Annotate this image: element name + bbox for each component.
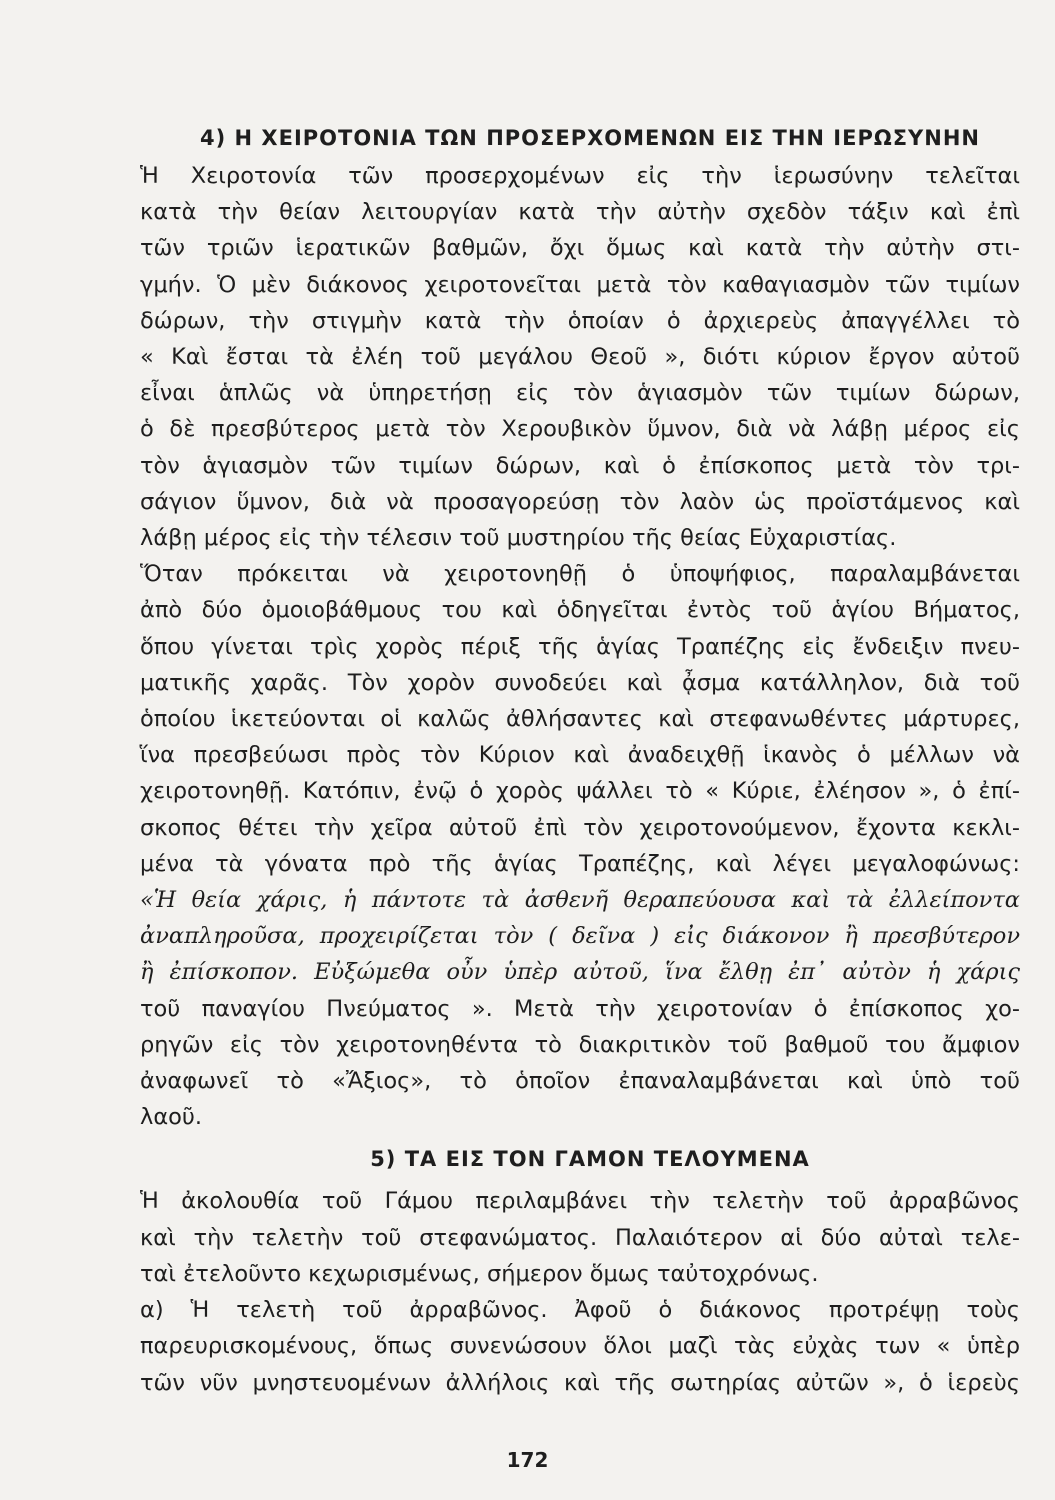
text-line: ὁποίου ἱκετεύονται οἱ καλῶς ἀθλήσαντες καὶ στεφανωθέντες μάρτυρες, — [140, 706, 1020, 733]
text-line: « Καὶ ἔσται τὰ ἐλέη τοῦ μεγάλου Θεοῦ », διότι κύριον ἔργον αὐτοῦ — [140, 344, 1020, 371]
text-line: ματικῆς χαρᾶς. Τὸν χορὸν συνοδεύει καὶ ᾆσμα κατάλληλον, διὰ τοῦ — [140, 669, 1020, 696]
text-line: «Ἡ θεία χάρις, ἡ πάντοτε τὰ ἀσθενῆ θεραπεύουσα καὶ τὰ ἐλλείποντα — [140, 887, 1020, 914]
text-line: Ἡ Χειροτονία τῶν προσερχομένων εἰς τὴν ἱερωσύνην τελεῖται — [140, 163, 1020, 189]
text-line: ἢ ἐπίσκοπον. Εὐξώμεθα οὖν ὑπὲρ αὐτοῦ, ἵνα ἔλθῃ ἐπ᾿ αὐτὸν ἡ χάρις — [140, 959, 1020, 986]
text-line: Ἡ ἀκολουθία τοῦ Γάμου περιλαμβάνει τὴν τελετὴν τοῦ ἀρραβῶνος — [140, 1188, 1020, 1215]
text-line: ἀναφωνεῖ τὸ «Ἄξιος», τὸ ὁποῖον ἐπαναλαμβάνεται καὶ ὑπὸ τοῦ — [140, 1068, 1020, 1095]
text-line: τὸν ἁγιασμὸν τῶν τιμίων δώρων, καὶ ὁ ἐπίσκοπος μετὰ τὸν τρι- — [140, 452, 1020, 479]
text-line: λάβῃ μέρος εἰς τὴν τέλεσιν τοῦ μυστηρίου τῆς θείας Εὐχαριστίας. — [140, 525, 897, 552]
text-line: μένα τὰ γόνατα πρὸ τῆς ἁγίας Τραπέζης, καὶ λέγει μεγαλοφώνως: — [140, 850, 1020, 877]
section-5-body — [140, 1183, 1020, 1400]
section-5-heading: 5) ΤΑ ΕΙΣ ΤΟΝ ΓΑΜΟΝ ΤΕΛΟΥΜΕΝΑ — [370, 1147, 810, 1172]
text-line: κατὰ τὴν θείαν λειτουργίαν κατὰ τὴν αὐτὴν σχεδὸν τάξιν καὶ ἐπὶ — [140, 199, 1020, 226]
text-line: α) Ἡ τελετὴ τοῦ ἀρραβῶνος. Ἀφοῦ ὁ διάκονος προτρέψῃ τοὺς — [140, 1297, 1020, 1324]
text-line: ὅπου γίνεται τρὶς χορὸς πέριξ τῆς ἁγίας Τραπέζης εἰς ἔνδειξιν πνευ- — [140, 633, 1020, 660]
text-line: παρευρισκομένους, ὅπως συνενώσουν ὅλοι μαζὶ τὰς εὐχὰς των « ὑπὲρ — [140, 1333, 1020, 1360]
text-line: σκοπος θέτει τὴν χεῖρα αὐτοῦ ἐπὶ τὸν χειροτονούμενον, ἔχοντα κεκλι- — [140, 814, 1020, 841]
text-line: ὁ δὲ πρεσβύτερος μετὰ τὸν Χερουβικὸν ὕμνον, διὰ νὰ λάβῃ μέρος εἰς — [140, 416, 1020, 443]
text-line: δώρων, τὴν στιγμὴν κατὰ τὴν ὁποίαν ὁ ἀρχιερεὺς ἀπαγγέλλει τὸ — [140, 307, 1020, 334]
section-4-body — [140, 158, 1020, 1135]
section-4-heading: 4) Η ΧΕΙΡΟΤΟΝΙΑ ΤΩΝ ΠΡΟΣΕΡΧΟΜΕΝΩΝ ΕΙΣ ΤΗΝ ΙΕΡΩΣΥΝΗΝ — [200, 126, 980, 150]
text-line: τῶν τριῶν ἱερατικῶν βαθμῶν, ὄχι ὅμως καὶ κατὰ τὴν αὐτὴν στι- — [140, 235, 1020, 262]
text-line: Ὅταν πρόκειται νὰ χειροτονηθῇ ὁ ὑποψήφιος, παραλαμβάνεται — [140, 561, 1020, 588]
text-line: ἀπὸ δύο ὁμοιοβάθμους του καὶ ὁδηγεῖται ἐντὸς τοῦ ἁγίου Βήματος, — [140, 597, 1020, 624]
text-line: γμήν. Ὁ μὲν διάκονος χειροτονεῖται μετὰ τὸν καθαγιασμὸν τῶν τιμίων — [140, 271, 1020, 298]
text-line: εἶναι ἁπλῶς νὰ ὑπηρετήσῃ εἰς τὸν ἁγιασμὸν τῶν τιμίων δώρων, — [140, 380, 1020, 407]
text-line: ταὶ ἐτελοῦντο κεχωρισμένως, σήμερον ὅμως ταὐτοχρόνως. — [140, 1260, 819, 1287]
text-line: καὶ τὴν τελετὴν τοῦ στεφανώματος. Παλαιότερον αἱ δύο αὐταὶ τελε- — [140, 1224, 1020, 1251]
text-line: ἀναπληροῦσα, προχειρίζεται τὸν ( δεῖνα ) εἰς διάκονον ἢ πρεσβύτερον — [140, 923, 1020, 950]
text-line: λαοῦ. — [140, 1104, 203, 1131]
text-line: τοῦ παναγίου Πνεύματος ». Μετὰ τὴν χειροτονίαν ὁ ἐπίσκοπος χο- — [140, 995, 1020, 1022]
book-page — [140, 118, 1020, 1401]
text-line: ἵνα πρεσβεύωσι πρὸς τὸν Κύριον καὶ ἀναδειχθῇ ἱκανὸς ὁ μέλλων νὰ — [140, 742, 1020, 769]
text-line: σάγιον ὕμνον, διὰ νὰ προσαγορεύσῃ τὸν λαὸν ὡς προϊστάμενος καὶ — [140, 488, 1020, 515]
text-line: χειροτονηθῇ. Κατόπιν, ἐνῷ ὁ χορὸς ψάλλει τὸ « Κύριε, ἐλέησον », ὁ ἐπί- — [140, 778, 1020, 805]
text-line: ρηγῶν εἰς τὸν χειροτονηθέντα τὸ διακριτικὸν τοῦ βαθμοῦ του ἄμφιον — [140, 1031, 1020, 1058]
text-line: τῶν νῦν μνηστευομένων ἀλλήλοις καὶ τῆς σωτηρίας αὐτῶν », ὁ ἱερεὺς — [140, 1369, 1020, 1396]
page-number: 172 — [506, 1448, 549, 1472]
